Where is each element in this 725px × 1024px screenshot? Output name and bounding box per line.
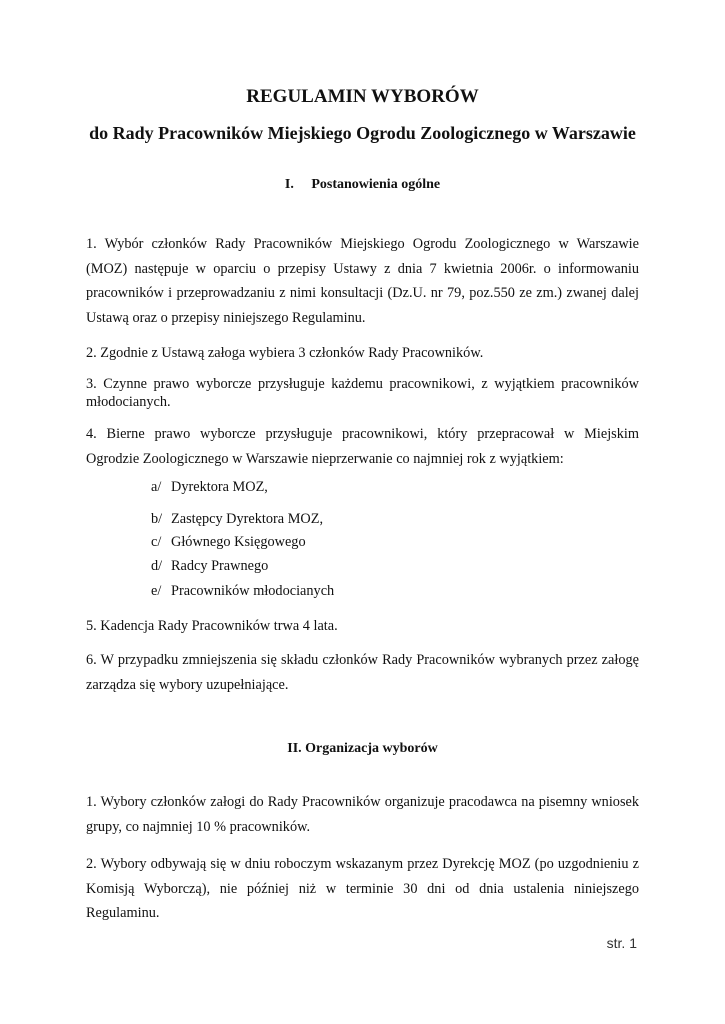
list-marker: b/	[151, 511, 163, 527]
list-text: Głównego Księgowego	[171, 534, 306, 550]
list-marker: e/	[151, 583, 162, 599]
list-item	[151, 557, 268, 575]
list-text: Dyrektora MOZ,	[171, 479, 268, 495]
list-text: Radcy Prawnego	[171, 558, 269, 574]
paragraph-2: 2. Zgodnie z Ustawą załoga wybiera 3 członków Rady Pracowników.	[86, 345, 484, 361]
list-item	[151, 478, 268, 496]
section-heading-organization: II. Organizacja wyborów	[287, 741, 438, 756]
list-item	[151, 510, 323, 528]
list-item	[151, 533, 306, 551]
paragraph-6: 6. W przypadku zmniejszenia się składu członków Rady Pracowników wybranych przez załogę zarządza się wybory uzupełniające.	[86, 652, 639, 693]
page-number: str. 1	[606, 935, 637, 951]
paragraph-3: 3. Czynne prawo wyborcze przysługuje każdemu pracownikowi, z wyjątkiem pracowników młodocianych.	[86, 376, 639, 410]
list-text: Zastępcy Dyrektora MOZ,	[171, 511, 324, 527]
paragraph-org-2: 2. Wybory odbywają się w dniu roboczym wskazanym przez Dyrekcję MOZ (po uzgodnieniu z Komisją Wyborczą), nie później niż w terminie 30 dni od dnia ustalenia niniejszego Regulaminu.	[86, 856, 639, 921]
paragraph-1: 1. Wybór członków Rady Pracowników Miejskiego Ogrodu Zoologicznego w Warszawie (MOZ) następuje w oparciu o przepisy Ustawy z dnia 7 kwietnia 2006r. o informowaniu pracowników i przeprowadzaniu z nimi konsultacji (Dz.U. nr 79, poz.550 ze zm.) zwanej dalej Ustawą oraz o przepisy niniejszego Regulaminu.	[86, 236, 639, 326]
paragraph-5: 5. Kadencja Rady Pracowników trwa 4 lata.	[86, 618, 338, 634]
list-marker: c/	[151, 534, 162, 550]
document-title: REGULAMIN WYBORÓW	[246, 86, 479, 107]
section-heading-general: I. Postanowienia ogólne	[284, 177, 441, 192]
list-marker: a/	[151, 479, 162, 495]
list-marker: d/	[151, 558, 163, 574]
list-item	[151, 582, 334, 600]
document-subtitle: do Rady Pracowników Miejskiego Ogrodu Zoologicznego w Warszawie	[89, 123, 636, 143]
list-text: Pracowników młodocianych	[171, 583, 335, 599]
paragraph-org-1: 1. Wybory członków załogi do Rady Pracowników organizuje pracodawca na pisemny wniosek grupy, co najmniej 10 % pracowników.	[86, 794, 639, 835]
paragraph-4: 4. Bierne prawo wyborcze przysługuje pracownikowi, który przepracował w Miejskim Ogrodzie Zoologicznego w Warszawie nieprzerwanie co najmniej rok z wyjątkiem:	[86, 426, 639, 467]
